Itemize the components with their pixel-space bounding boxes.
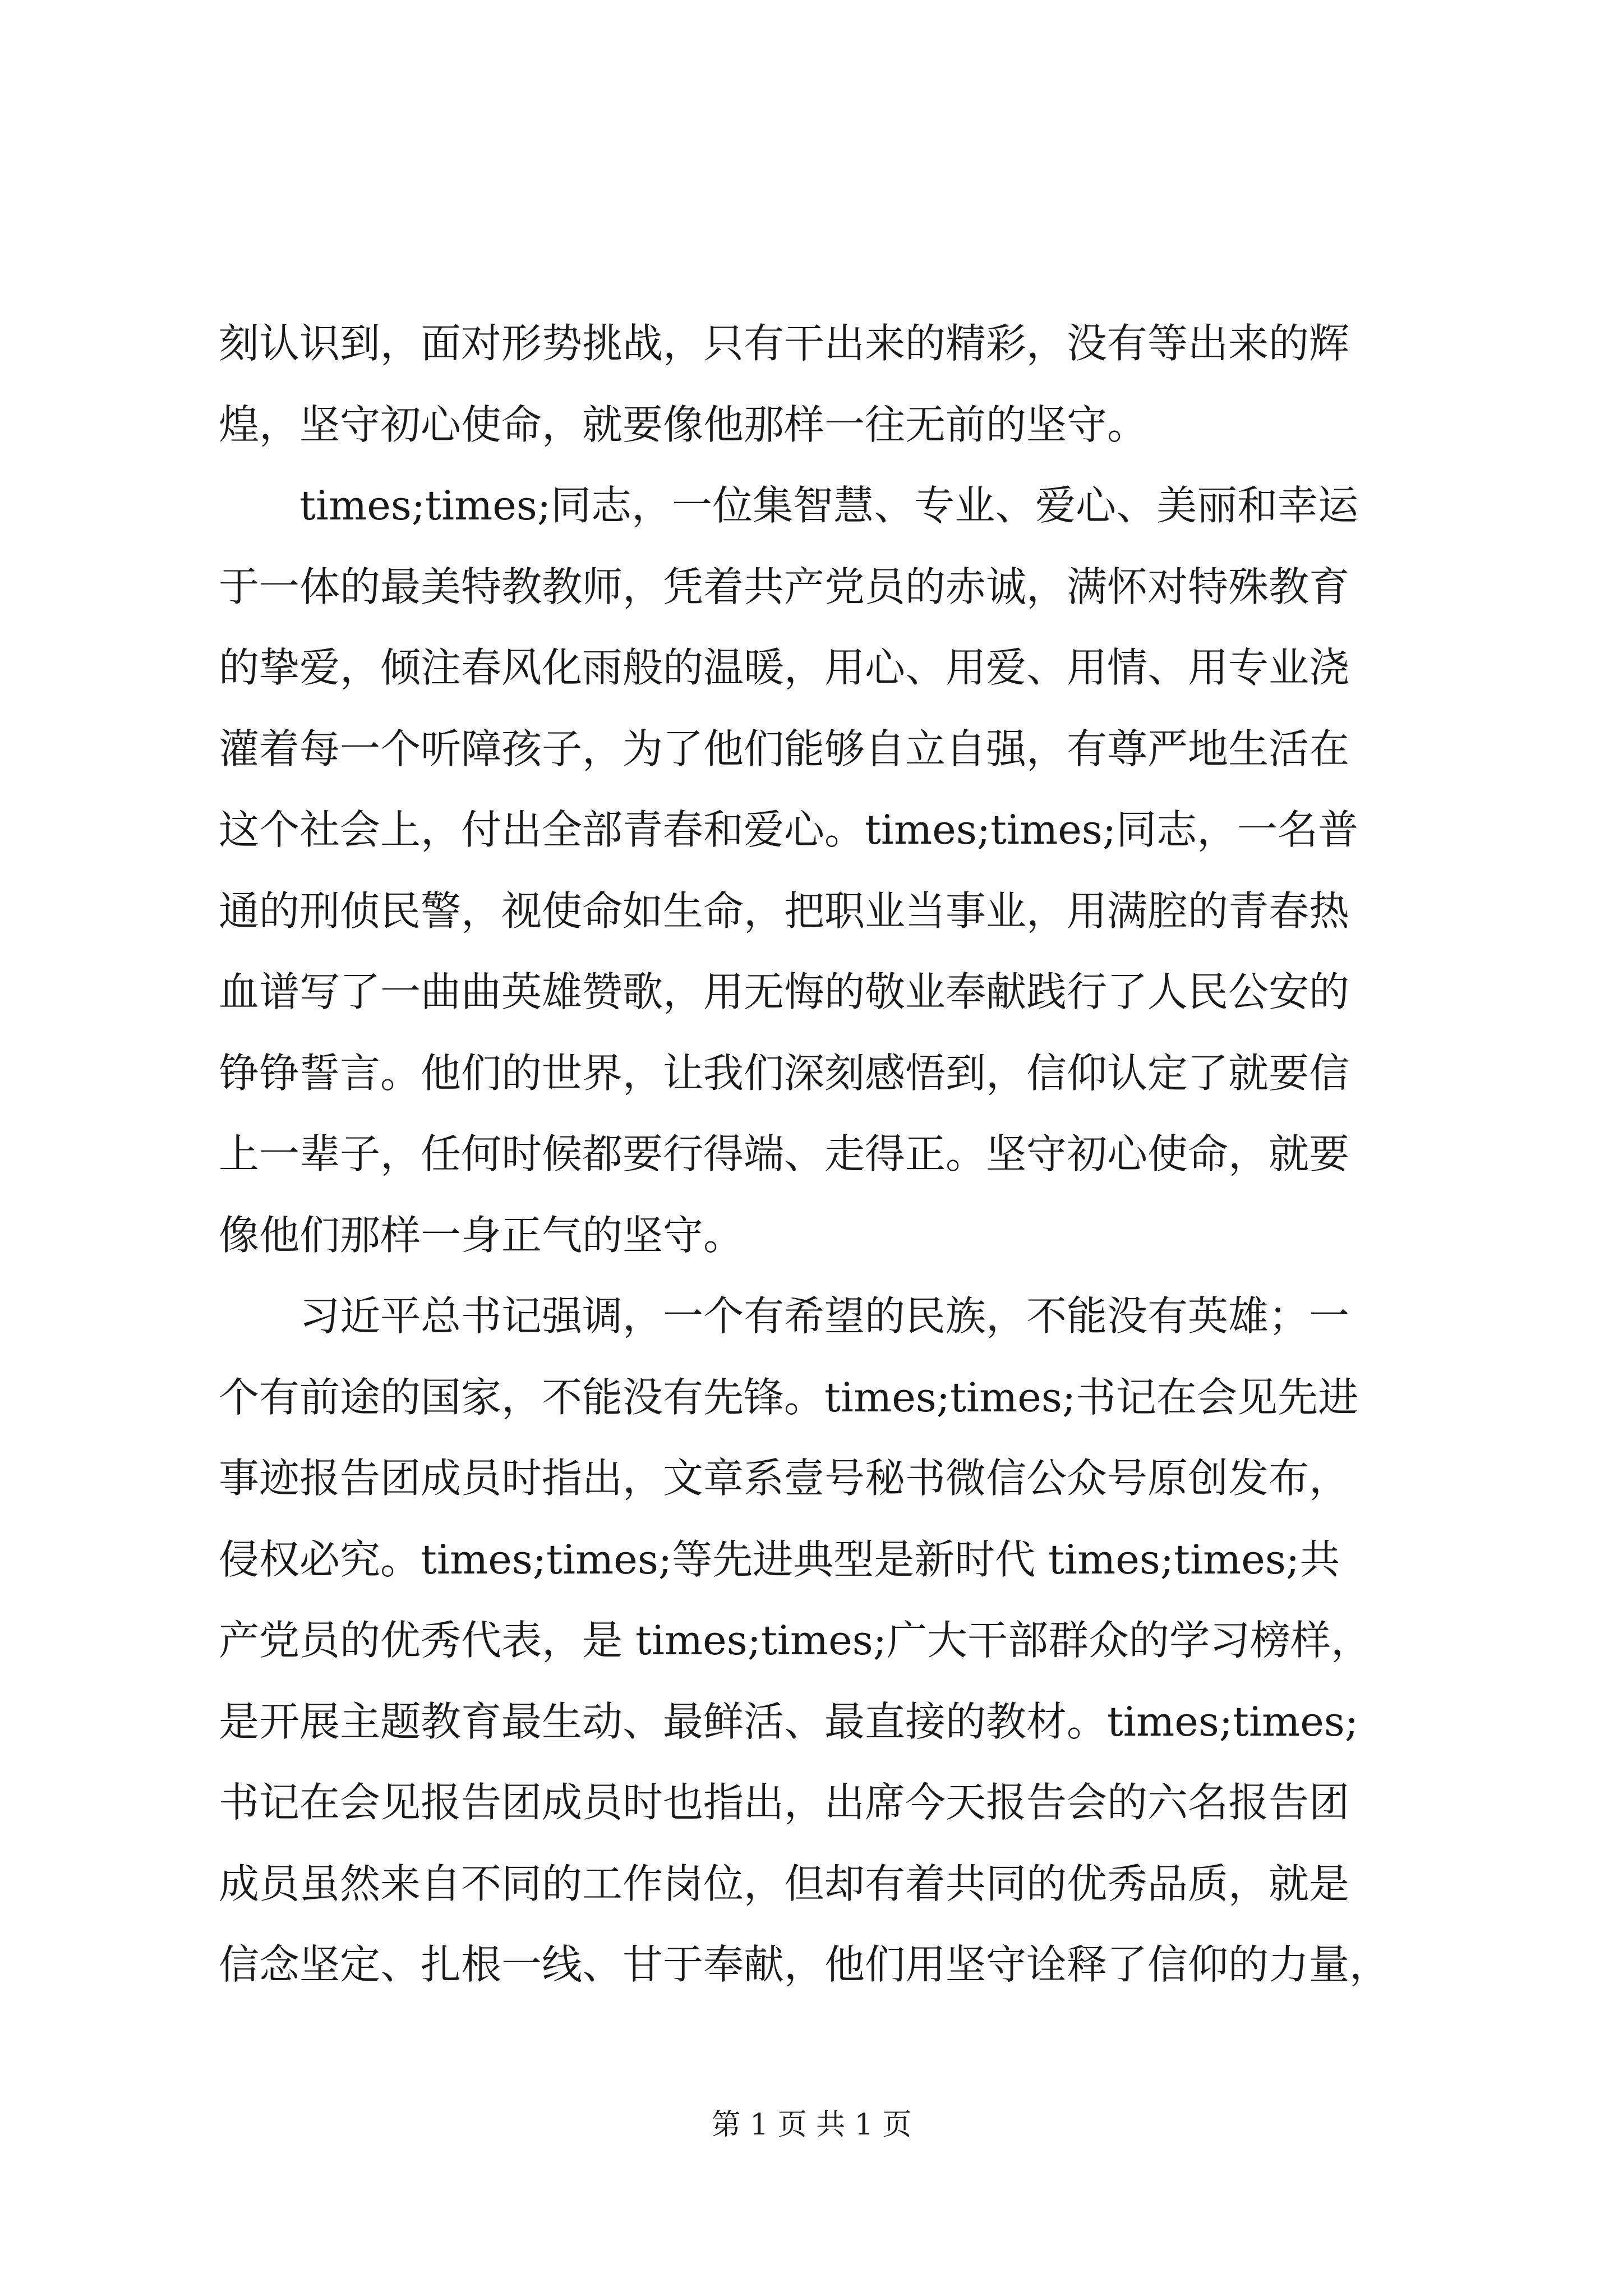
page-number-label: 第 1 页 共 1 页 — [711, 2108, 912, 2142]
text-line: 产党员的优秀代表，是 times;times;广大干部群众的学习榜样， — [219, 1617, 1371, 1664]
text-line: 事迹报告团成员时指出，文章系壹号秘书微信公众号原创发布， — [219, 1455, 1350, 1502]
text-line: 上一辈子，任何时候都要行得端、走得正。坚守初心使命，就要 — [219, 1130, 1350, 1177]
text-line: 信念坚定、扎根一线、甘于奉献，他们用坚守诠释了信仰的力量， — [219, 1941, 1390, 1988]
text-line: 侵权必究。times;times;等先进典型是新时代 times;times;共 — [219, 1535, 1340, 1583]
text-line: 是开展主题教育最生动、最鲜活、最直接的教材。times;times; — [219, 1697, 1359, 1745]
text-line: 血谱写了一曲曲英雄赞歌，用无悔的敬业奉献践行了人民公安的 — [219, 968, 1350, 1015]
text-line: 于一体的最美特教教师，凭着共产党员的赤诚，满怀对特殊教育 — [219, 563, 1350, 610]
text-line: 的挚爱，倾注春风化雨般的温暖，用心、用爱、用情、用专业浇 — [219, 644, 1350, 691]
page-footer — [0, 2101, 1623, 2143]
text-line: 像他们那样一身正气的坚守。 — [219, 1211, 744, 1259]
text-line: 刻认识到，面对形势挑战，只有干出来的精彩，没有等出来的辉 — [219, 320, 1350, 367]
text-line: 成员虽然来自不同的工作岗位，但却有着共同的优秀品质，就是 — [219, 1860, 1350, 1907]
paragraph-start-line: 习近平总书记强调，一个有希望的民族，不能没有英雄；一 — [299, 1292, 1350, 1340]
text-line: 这个社会上，付出全部青春和爱心。times;times;同志，一名普 — [219, 806, 1359, 853]
text-line: 灌着每一个听障孩子，为了他们能够自立自强，有尊严地生活在 — [219, 725, 1350, 772]
text-line: 书记在会见报告团成员时也指出，出席今天报告会的六名报告团 — [219, 1779, 1350, 1826]
document-body — [219, 303, 1424, 2005]
text-line: 煌，坚守初心使命，就要像他那样一往无前的坚守。 — [219, 401, 1148, 448]
text-line: 铮铮誓言。他们的世界，让我们深刻感悟到，信仰认定了就要信 — [219, 1049, 1350, 1097]
text-line: 个有前途的国家，不能没有先锋。times;times;书记在会见先进 — [219, 1373, 1359, 1421]
paragraph-start-line: times;times;同志，一位集智慧、专业、爱心、美丽和幸运 — [299, 482, 1359, 529]
text-line: 通的刑侦民警，视使命如生命，把职业当事业，用满腔的青春热 — [219, 887, 1350, 935]
